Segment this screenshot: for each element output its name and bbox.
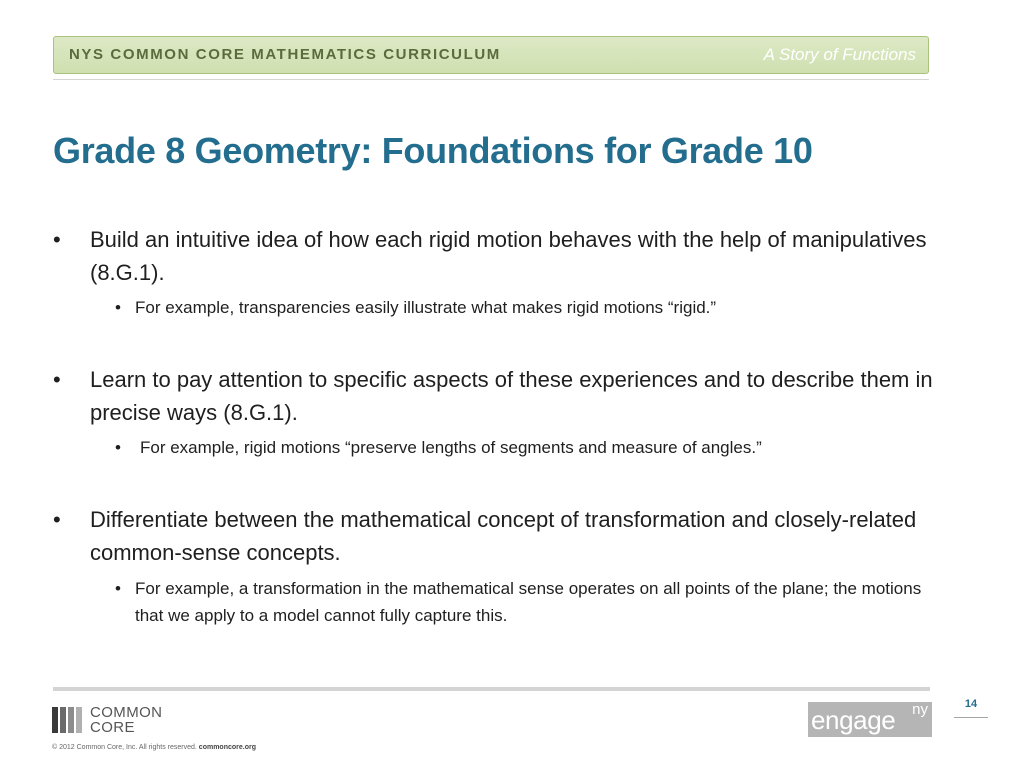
sub-bullet-text: For example, a transformation in the mathematical sense operates on all points of the plane; the motions that we apply to a model cannot fully capture this.	[135, 579, 922, 625]
engage-wordmark: engage	[811, 705, 896, 735]
sub-bullet-text: For example, rigid motions “preserve lengths of segments and measure of angles.”	[140, 438, 762, 457]
bullet-text: Differentiate between the mathematical concept of transformation and closely-related common-sense concepts.	[90, 507, 917, 565]
slide-title: Grade 8 Geometry: Foundations for Grade 10	[53, 130, 813, 171]
copyright-text: © 2012 Common Core, Inc. All rights reserved. commoncore.org	[52, 744, 256, 751]
sub-bullet-text: For example, transparencies easily illustrate what makes rigid motions “rigid.”	[135, 298, 717, 317]
engage-ny-logo	[808, 702, 932, 737]
header-bar	[53, 36, 929, 74]
sub-bullet-dot: •	[115, 438, 121, 457]
bullet-text: Build an intuitive idea of how each rigid motion behaves with the help of manipulatives (8.G.1).	[90, 227, 927, 285]
footer-divider	[53, 687, 930, 691]
bullet-dot: •	[53, 507, 61, 532]
sub-bullet-dot: •	[115, 579, 121, 598]
page-number-underline	[954, 717, 988, 718]
common-core-logo	[52, 705, 182, 735]
page-number: 14	[964, 698, 978, 710]
curriculum-label: NYS COMMON CORE MATHEMATICS CURRICULUM	[69, 46, 501, 63]
story-label: A Story of Functions	[763, 45, 916, 64]
engage-superscript: ny	[912, 701, 928, 718]
common-core-logo-icon	[52, 707, 84, 733]
bullet-dot: •	[53, 227, 61, 252]
copyright-link[interactable]: commoncore.org	[198, 744, 256, 751]
common-core-wordmark: COMMON CORE	[90, 704, 163, 736]
header-divider	[53, 79, 929, 80]
bullet-dot: •	[53, 367, 61, 392]
sub-bullet-dot: •	[115, 298, 121, 317]
bullet-text: Learn to pay attention to specific aspects of these experiences and to describe them in precise ways (8.G.1).	[90, 367, 933, 425]
